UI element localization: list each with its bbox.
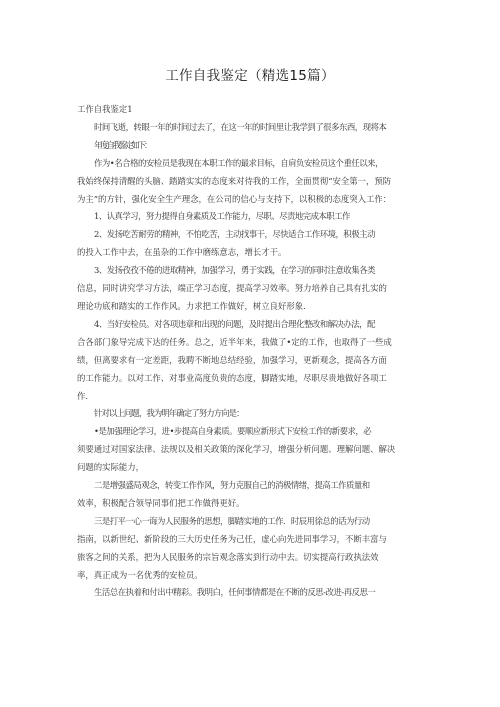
text-line: 指南，以新世纪、新阶段的三大历史任务为己任，虚心向先进同事学习，不断丰富与	[77, 533, 387, 544]
text-line: 问题的实际能力，	[77, 462, 144, 473]
text-line: 时间飞逝，转眼一年的时间过去了，在这一年的时间里让我学到了很多东西，现将本	[94, 121, 387, 132]
text-line: 效率，积极配合领导同事们把工作做得更好。	[77, 497, 245, 508]
text-line: 生活总在执着和付出中精彩。我明白，任何事情都是在不断的反思-改进-再反思一	[94, 587, 376, 598]
text-line: 二是增强盛局观念，转变工作作风，努力克服自己的消极情绪，提高工作质量和	[94, 480, 370, 491]
text-line: •是加强理论学习，进•步提高自身素质。要顺应新形式下安检工作的新要求，必	[94, 426, 372, 437]
text-line: 率，真正成为一名优秀的安检员。	[77, 569, 203, 580]
text-line: 作为•名合格的安检员是我现在本职工作的最求目标，自肩负安检员这个重任以来，	[94, 157, 383, 168]
text-line: 合各部门象导完成下达的任务。总之，近半年来，我做了•定的工作，也取得了一些成	[77, 336, 392, 347]
text-line: 的投入工作中去，在虽杂的工作中磨练意志，增长才干。	[77, 247, 287, 258]
text-line: 我始终保持清醒的头脑、踏踏实实的态度来对待我的工作，全面贯彻“安全第一，预防	[77, 175, 392, 186]
text-line: 三是打平一心一诲为人民服务的思想，脚踏实地的工作．时辰用徐总的话为行动	[94, 515, 370, 526]
text-line: 3、发扬孜孜不倦的进取精神，加强学习，勇于实践，在学习的同时注意收集各类	[94, 265, 375, 276]
text-line: 年度自我鉴定如下：	[94, 139, 151, 150]
text-line: 2、发扬吃苦耐劳的精神，不怕吃苦，主动找事干，尽快适合工作环境，积极主动	[94, 229, 375, 240]
text-line: 针对以上问题，我为明年确定了努力方向是：	[94, 408, 244, 419]
text-line: 须要通过对国家法律、法规以及相关政策的深化学习，增强分析问题、理解问题、解决	[77, 444, 396, 455]
text-line: 绩，但离要求有一定差距，我聘不断地总结经验，加强学习，更新观念，提高各方面	[77, 354, 387, 365]
text-line: 作.	[77, 390, 89, 401]
text-line: 1、认真学习，努力提得自身素质及工作能力，尽职、尽责地完成本职工作	[94, 211, 350, 222]
text-line: 的工作能力。以对工作、对事业高度负贵的态度，脚踏实地，尽职尽贵地做好各项工	[77, 372, 387, 383]
document-title: 工作自我鉴定（精选15篇）	[165, 68, 335, 84]
text-line: 工作自我鉴定1	[77, 104, 133, 114]
text-line: 理论功底和踏实的工作作风。力求把工作做好，树立良好形象.	[77, 300, 306, 311]
text-line: 信息，同时讲究学习方法，端正学习态度，提高学习效率。努力培养自己具有扎实的	[77, 283, 387, 294]
text-line: 旅客之间的关系，把为人民服务的宗旨观念落实到行动中去。切实提高行政执法效	[77, 551, 379, 562]
text-line: 4、当好安检员。对各项违章和出现的问题，及时提出合理化整改和解决办法，配	[94, 318, 375, 329]
document-body	[77, 101, 429, 602]
text-line: 为主”的方针，强化安全生产理念，在公司的信心与支持下，以积极的态度突入工作：	[77, 193, 392, 204]
